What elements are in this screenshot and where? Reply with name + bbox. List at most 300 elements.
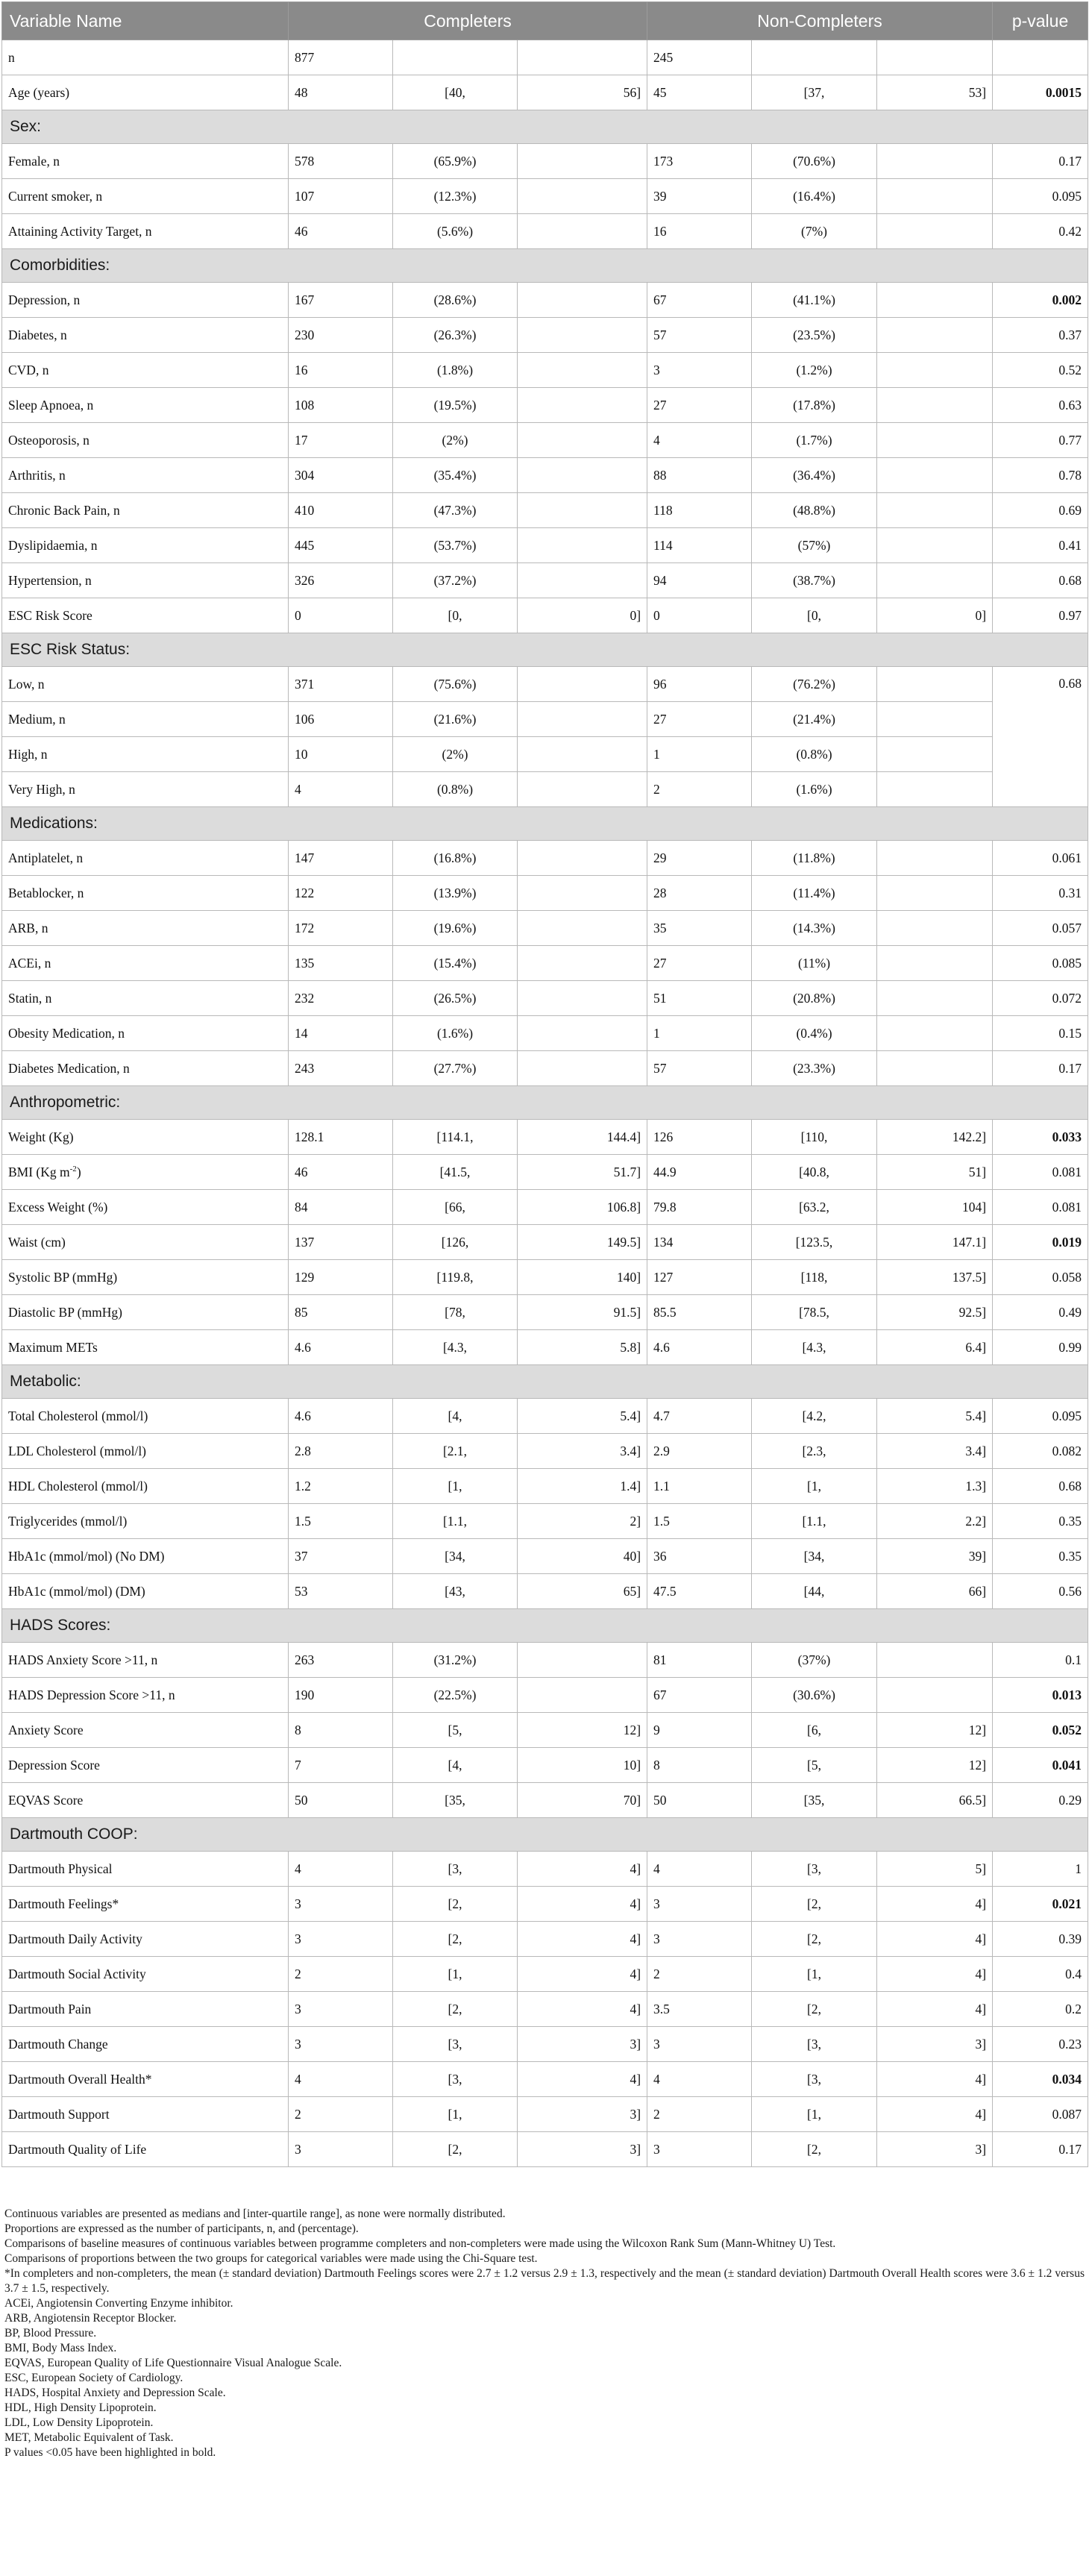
non-completers-range-high: [877, 1678, 993, 1713]
non-completers-range-low: [1,: [752, 1469, 877, 1504]
footnote: Proportions are expressed as the number of participants, n, and (percentage).: [4, 2222, 359, 2235]
variable-label: Chronic Back Pain, n: [2, 493, 289, 528]
completers-value: 137: [289, 1225, 393, 1260]
non-completers-value: 134: [647, 1225, 752, 1260]
non-completers-value: 3: [647, 353, 752, 388]
non-completers-range-low: [78.5,: [752, 1295, 877, 1330]
non-completers-range-low: (11.4%): [752, 876, 877, 911]
footnote: ARB, Angiotensin Receptor Blocker.: [4, 2312, 177, 2325]
variable-label: ACEi, n: [2, 946, 289, 981]
non-completers-value: 2.9: [647, 1434, 752, 1469]
footnote: BMI, Body Mass Index.: [4, 2342, 117, 2354]
table-row: [2, 423, 1088, 458]
completers-value: 10: [289, 737, 393, 772]
table-row: [2, 1678, 1088, 1713]
p-value: 0.42: [993, 214, 1088, 249]
non-completers-range-high: [877, 772, 993, 807]
completers-range-high: 5.8]: [518, 1330, 647, 1365]
non-completers-value: 1: [647, 737, 752, 772]
completers-value: 2: [289, 1957, 393, 1992]
completers-value: 3: [289, 2132, 393, 2167]
non-completers-value: 9: [647, 1713, 752, 1748]
completers-value: 4.6: [289, 1330, 393, 1365]
completers-range-low: (1.8%): [393, 353, 518, 388]
non-completers-range-low: (17.8%): [752, 388, 877, 423]
completers-value: 167: [289, 283, 393, 318]
non-completers-range-high: [877, 40, 993, 75]
variable-label: Dartmouth Feelings*: [2, 1887, 289, 1922]
non-completers-value: 114: [647, 528, 752, 563]
variable-label: Diabetes Medication, n: [2, 1051, 289, 1086]
non-completers-range-low: (48.8%): [752, 493, 877, 528]
variable-label: HbA1c (mmol/mol) (No DM): [2, 1539, 289, 1574]
variable-label: ARB, n: [2, 911, 289, 946]
variable-label: Anxiety Score: [2, 1713, 289, 1748]
table-row: [2, 702, 1088, 737]
completers-range-low: (21.6%): [393, 702, 518, 737]
non-completers-range-low: (11%): [752, 946, 877, 981]
non-completers-range-low: [3,: [752, 2062, 877, 2097]
non-completers-value: 39: [647, 179, 752, 214]
completers-value: 3: [289, 1992, 393, 2027]
completers-range-high: [518, 528, 647, 563]
variable-label: Excess Weight (%): [2, 1190, 289, 1225]
non-completers-value: 79.8: [647, 1190, 752, 1225]
completers-range-high: [518, 40, 647, 75]
completers-value: 106: [289, 702, 393, 737]
non-completers-value: 28: [647, 876, 752, 911]
completers-value: 7: [289, 1748, 393, 1783]
non-completers-range-high: [877, 876, 993, 911]
variable-label: Antiplatelet, n: [2, 841, 289, 876]
variable-label: Low, n: [2, 667, 289, 702]
non-completers-value: 36: [647, 1539, 752, 1574]
completers-range-low: [4,: [393, 1748, 518, 1783]
table-row: [2, 598, 1088, 633]
table-row: [2, 1051, 1088, 1086]
non-completers-value: 85.5: [647, 1295, 752, 1330]
non-completers-value: 51: [647, 981, 752, 1016]
completers-range-low: [41.5,: [393, 1155, 518, 1190]
variable-label: Dartmouth Overall Health*: [2, 2062, 289, 2097]
table-row: [2, 2097, 1088, 2132]
non-completers-value: 118: [647, 493, 752, 528]
completers-range-low: (15.4%): [393, 946, 518, 981]
p-value: 0.085: [993, 946, 1088, 981]
non-completers-range-high: 53]: [877, 75, 993, 110]
footnote: Continuous variables are presented as medians and [inter-quartile range], as none were normally distributed.: [4, 2207, 506, 2220]
completers-range-high: [518, 1643, 647, 1678]
completers-range-low: [1.1,: [393, 1504, 518, 1539]
footnote: Comparisons of baseline measures of continuous variables between programme completers and non-completers were made using the Wilcoxon Rank Sum (Mann-Whitney U) Test.: [4, 2237, 836, 2250]
variable-label: Statin, n: [2, 981, 289, 1016]
non-completers-value: 126: [647, 1120, 752, 1155]
table-header-row: [2, 2, 1088, 40]
p-value: 0.29: [993, 1783, 1088, 1818]
non-completers-range-low: [2.3,: [752, 1434, 877, 1469]
completers-value: 14: [289, 1016, 393, 1051]
variable-label: Dartmouth Quality of Life: [2, 2132, 289, 2167]
variable-label: CVD, n: [2, 353, 289, 388]
p-value: 0.058: [993, 1260, 1088, 1295]
table-row: [2, 1504, 1088, 1539]
non-completers-range-high: [877, 563, 993, 598]
p-value: 0.23: [993, 2027, 1088, 2062]
non-completers-range-high: 3]: [877, 2027, 993, 2062]
variable-label: Female, n: [2, 144, 289, 179]
completers-value: 371: [289, 667, 393, 702]
p-value: 0.63: [993, 388, 1088, 423]
non-completers-value: 45: [647, 75, 752, 110]
variable-label: Hypertension, n: [2, 563, 289, 598]
table-row: [2, 1643, 1088, 1678]
non-completers-range-low: (11.8%): [752, 841, 877, 876]
completers-range-high: [518, 318, 647, 353]
completers-value: 877: [289, 40, 393, 75]
p-value: [993, 40, 1088, 75]
table-row: [2, 388, 1088, 423]
completers-value: 4: [289, 772, 393, 807]
footnote: P values <0.05 have been highlighted in bold.: [4, 2446, 216, 2459]
completers-range-low: (27.7%): [393, 1051, 518, 1086]
variable-label: LDL Cholesterol (mmol/l): [2, 1434, 289, 1469]
table-row: [2, 737, 1088, 772]
variable-label: Age (years): [2, 75, 289, 110]
header-variable-name: Variable Name: [2, 2, 289, 40]
completers-value: 4: [289, 2062, 393, 2097]
non-completers-value: 4.7: [647, 1399, 752, 1434]
non-completers-range-high: [877, 318, 993, 353]
non-completers-range-low: (23.3%): [752, 1051, 877, 1086]
completers-range-high: [518, 353, 647, 388]
non-completers-value: 2: [647, 1957, 752, 1992]
completers-range-low: (1.6%): [393, 1016, 518, 1051]
completers-range-low: [3,: [393, 2062, 518, 2097]
completers-range-low: [43,: [393, 1574, 518, 1609]
non-completers-range-high: [877, 981, 993, 1016]
completers-range-high: 4]: [518, 1852, 647, 1887]
p-value: 0.56: [993, 1574, 1088, 1609]
p-value: 0.99: [993, 1330, 1088, 1365]
variable-label: Triglycerides (mmol/l): [2, 1504, 289, 1539]
completers-value: 107: [289, 179, 393, 214]
completers-value: 1.2: [289, 1469, 393, 1504]
table-body: [2, 40, 1088, 2167]
variable-label: Dartmouth Daily Activity: [2, 1922, 289, 1957]
completers-range-high: 91.5]: [518, 1295, 647, 1330]
p-value: 0.095: [993, 179, 1088, 214]
table-row: [2, 667, 1088, 702]
variable-label: Betablocker, n: [2, 876, 289, 911]
non-completers-range-low: [2,: [752, 1922, 877, 1957]
completers-range-low: (13.9%): [393, 876, 518, 911]
non-completers-range-low: [1,: [752, 2097, 877, 2132]
completers-range-low: [40,: [393, 75, 518, 110]
completers-value: 4: [289, 1852, 393, 1887]
p-value: 0.057: [993, 911, 1088, 946]
header-p-value: p-value: [993, 2, 1088, 40]
table-row: [2, 75, 1088, 110]
variable-label: n: [2, 40, 289, 75]
table-row: [2, 214, 1088, 249]
non-completers-value: 29: [647, 841, 752, 876]
completers-range-low: (26.5%): [393, 981, 518, 1016]
completers-range-low: [5,: [393, 1713, 518, 1748]
completers-range-low: (2%): [393, 423, 518, 458]
completers-range-low: (19.6%): [393, 911, 518, 946]
table-row: [2, 2027, 1088, 2062]
completers-range-low: [2.1,: [393, 1434, 518, 1469]
non-completers-range-low: [4.3,: [752, 1330, 877, 1365]
table-row: [2, 493, 1088, 528]
non-completers-range-low: [63.2,: [752, 1190, 877, 1225]
table-row: [2, 1922, 1088, 1957]
completers-range-high: [518, 179, 647, 214]
completers-range-low: (5.6%): [393, 214, 518, 249]
table-row: [2, 772, 1088, 807]
completers-range-high: 3]: [518, 2132, 647, 2167]
completers-value: 3: [289, 1922, 393, 1957]
variable-label: Medium, n: [2, 702, 289, 737]
non-completers-range-high: [877, 353, 993, 388]
completers-range-high: [518, 1016, 647, 1051]
non-completers-value: 67: [647, 283, 752, 318]
variable-label: Waist (cm): [2, 1225, 289, 1260]
p-value: 0.041: [993, 1748, 1088, 1783]
footnote: ESC, European Society of Cardiology.: [4, 2372, 183, 2384]
non-completers-range-low: [40.8,: [752, 1155, 877, 1190]
completers-range-low: [119.8,: [393, 1260, 518, 1295]
footnote: HADS, Hospital Anxiety and Depression Scale.: [4, 2387, 226, 2399]
non-completers-range-high: [877, 214, 993, 249]
non-completers-range-high: 5.4]: [877, 1399, 993, 1434]
non-completers-range-low: [5,: [752, 1748, 877, 1783]
p-value: 0.081: [993, 1155, 1088, 1190]
non-completers-range-high: 142.2]: [877, 1120, 993, 1155]
completers-range-high: [518, 458, 647, 493]
non-completers-range-low: (38.7%): [752, 563, 877, 598]
table-row: [2, 40, 1088, 75]
non-completers-range-high: [877, 1051, 993, 1086]
completers-range-high: 2]: [518, 1504, 647, 1539]
completers-value: 304: [289, 458, 393, 493]
table-row: [2, 1992, 1088, 2027]
non-completers-range-low: (36.4%): [752, 458, 877, 493]
non-completers-range-high: 147.1]: [877, 1225, 993, 1260]
non-completers-value: 44.9: [647, 1155, 752, 1190]
completers-range-high: 4]: [518, 1992, 647, 2027]
completers-value: 48: [289, 75, 393, 110]
non-completers-range-low: [123.5,: [752, 1225, 877, 1260]
non-completers-value: 4: [647, 1852, 752, 1887]
completers-value: 108: [289, 388, 393, 423]
table-row: [2, 1852, 1088, 1887]
non-completers-value: 94: [647, 563, 752, 598]
header-non-completers: Non-Completers: [647, 2, 993, 40]
completers-value: 84: [289, 1190, 393, 1225]
variable-label: Diabetes, n: [2, 318, 289, 353]
table-row: [2, 981, 1088, 1016]
completers-range-high: [518, 876, 647, 911]
non-completers-range-high: 1.3]: [877, 1469, 993, 1504]
non-completers-range-low: (76.2%): [752, 667, 877, 702]
completers-range-high: 3]: [518, 2097, 647, 2132]
non-completers-range-high: 92.5]: [877, 1295, 993, 1330]
completers-range-low: (47.3%): [393, 493, 518, 528]
non-completers-value: 96: [647, 667, 752, 702]
completers-range-high: 1.4]: [518, 1469, 647, 1504]
completers-range-high: [518, 946, 647, 981]
baseline-characteristics-table: [1, 1, 1088, 2167]
variable-label: Systolic BP (mmHg): [2, 1260, 289, 1295]
non-completers-range-low: (1.7%): [752, 423, 877, 458]
completers-value: 3: [289, 2027, 393, 2062]
non-completers-value: 3: [647, 1887, 752, 1922]
completers-range-high: 56]: [518, 75, 647, 110]
variable-label: Diastolic BP (mmHg): [2, 1295, 289, 1330]
table-row: [2, 563, 1088, 598]
completers-range-low: [3,: [393, 1852, 518, 1887]
completers-range-low: [3,: [393, 2027, 518, 2062]
non-completers-value: 4: [647, 2062, 752, 2097]
non-completers-range-high: [877, 1016, 993, 1051]
completers-value: 445: [289, 528, 393, 563]
variable-label: Sleep Apnoea, n: [2, 388, 289, 423]
completers-range-low: (65.9%): [393, 144, 518, 179]
non-completers-range-low: (7%): [752, 214, 877, 249]
table-row: [2, 946, 1088, 981]
section-header-row: [2, 110, 1088, 144]
variable-label: Osteoporosis, n: [2, 423, 289, 458]
table-row: [2, 1434, 1088, 1469]
completers-value: 2: [289, 2097, 393, 2132]
p-value: 0.1: [993, 1643, 1088, 1678]
p-value: 0.034: [993, 2062, 1088, 2097]
non-completers-range-low: (21.4%): [752, 702, 877, 737]
p-value: 0.0015: [993, 75, 1088, 110]
table-row: [2, 1260, 1088, 1295]
non-completers-range-high: 137.5]: [877, 1260, 993, 1295]
table-row: [2, 1783, 1088, 1818]
completers-range-high: [518, 737, 647, 772]
variable-label: Dartmouth Change: [2, 2027, 289, 2062]
p-value: 0.68: [993, 563, 1088, 598]
footnote: Comparisons of proportions between the two groups for categorical variables were made using the Chi-Square test.: [4, 2252, 538, 2265]
p-value: 0.019: [993, 1225, 1088, 1260]
footnote: BP, Blood Pressure.: [4, 2327, 97, 2340]
footnote: MET, Metabolic Equivalent of Task.: [4, 2431, 174, 2444]
completers-value: 172: [289, 911, 393, 946]
footnote: LDL, Low Density Lipoprotein.: [4, 2416, 154, 2429]
non-completers-range-low: (20.8%): [752, 981, 877, 1016]
p-value: 0.41: [993, 528, 1088, 563]
variable-label: High, n: [2, 737, 289, 772]
completers-range-low: [4,: [393, 1399, 518, 1434]
non-completers-range-high: [877, 1643, 993, 1678]
section-title: Dartmouth COOP:: [2, 1818, 1088, 1852]
table-row: [2, 841, 1088, 876]
completers-value: 243: [289, 1051, 393, 1086]
p-value: 1: [993, 1852, 1088, 1887]
completers-range-low: [34,: [393, 1539, 518, 1574]
completers-range-low: (31.2%): [393, 1643, 518, 1678]
label-text-end: ): [76, 1164, 81, 1179]
completers-value: 46: [289, 214, 393, 249]
variable-label: Obesity Medication, n: [2, 1016, 289, 1051]
non-completers-range-low: (1.6%): [752, 772, 877, 807]
p-value: 0.081: [993, 1190, 1088, 1225]
completers-range-high: [518, 702, 647, 737]
completers-range-low: [2,: [393, 1887, 518, 1922]
variable-label: Arthritis, n: [2, 458, 289, 493]
header-completers: Completers: [289, 2, 647, 40]
table-row: [2, 911, 1088, 946]
non-completers-value: 27: [647, 946, 752, 981]
section-title: Metabolic:: [2, 1365, 1088, 1399]
table-row: [2, 1120, 1088, 1155]
completers-range-low: [2,: [393, 1922, 518, 1957]
section-title: Medications:: [2, 807, 1088, 841]
completers-range-low: (35.4%): [393, 458, 518, 493]
completers-value: 263: [289, 1643, 393, 1678]
p-value: 0.013: [993, 1678, 1088, 1713]
variable-label: ESC Risk Score: [2, 598, 289, 633]
non-completers-value: 57: [647, 318, 752, 353]
non-completers-value: 127: [647, 1260, 752, 1295]
completers-value: 147: [289, 841, 393, 876]
completers-range-high: 65]: [518, 1574, 647, 1609]
completers-range-high: [518, 563, 647, 598]
completers-value: 128.1: [289, 1120, 393, 1155]
non-completers-range-low: [1,: [752, 1957, 877, 1992]
non-completers-range-high: [877, 179, 993, 214]
table-row: [2, 1748, 1088, 1783]
completers-value: 129: [289, 1260, 393, 1295]
completers-range-low: [1,: [393, 2097, 518, 2132]
non-completers-range-high: 39]: [877, 1539, 993, 1574]
completers-value: 17: [289, 423, 393, 458]
footnote: HDL, High Density Lipoprotein.: [4, 2401, 157, 2414]
p-value: 0.087: [993, 2097, 1088, 2132]
completers-range-low: (37.2%): [393, 563, 518, 598]
completers-range-high: [518, 493, 647, 528]
completers-value: 410: [289, 493, 393, 528]
completers-range-high: [518, 911, 647, 946]
variable-label: Dartmouth Support: [2, 2097, 289, 2132]
completers-value: 190: [289, 1678, 393, 1713]
non-completers-value: 3: [647, 2027, 752, 2062]
completers-range-high: [518, 1051, 647, 1086]
completers-value: 16: [289, 353, 393, 388]
non-completers-range-low: (37%): [752, 1643, 877, 1678]
non-completers-value: 2: [647, 2097, 752, 2132]
non-completers-range-high: [877, 283, 993, 318]
non-completers-range-low: (0.8%): [752, 737, 877, 772]
table-row: [2, 318, 1088, 353]
non-completers-range-high: [877, 423, 993, 458]
non-completers-value: 81: [647, 1643, 752, 1678]
completers-range-high: [518, 214, 647, 249]
non-completers-range-high: 66]: [877, 1574, 993, 1609]
completers-range-high: 12]: [518, 1713, 647, 1748]
section-title: Anthropometric:: [2, 1086, 1088, 1120]
completers-range-low: (26.3%): [393, 318, 518, 353]
non-completers-range-low: [34,: [752, 1539, 877, 1574]
completers-range-low: [1,: [393, 1469, 518, 1504]
section-header-row: [2, 1609, 1088, 1643]
p-value: 0.37: [993, 318, 1088, 353]
non-completers-range-high: [877, 841, 993, 876]
